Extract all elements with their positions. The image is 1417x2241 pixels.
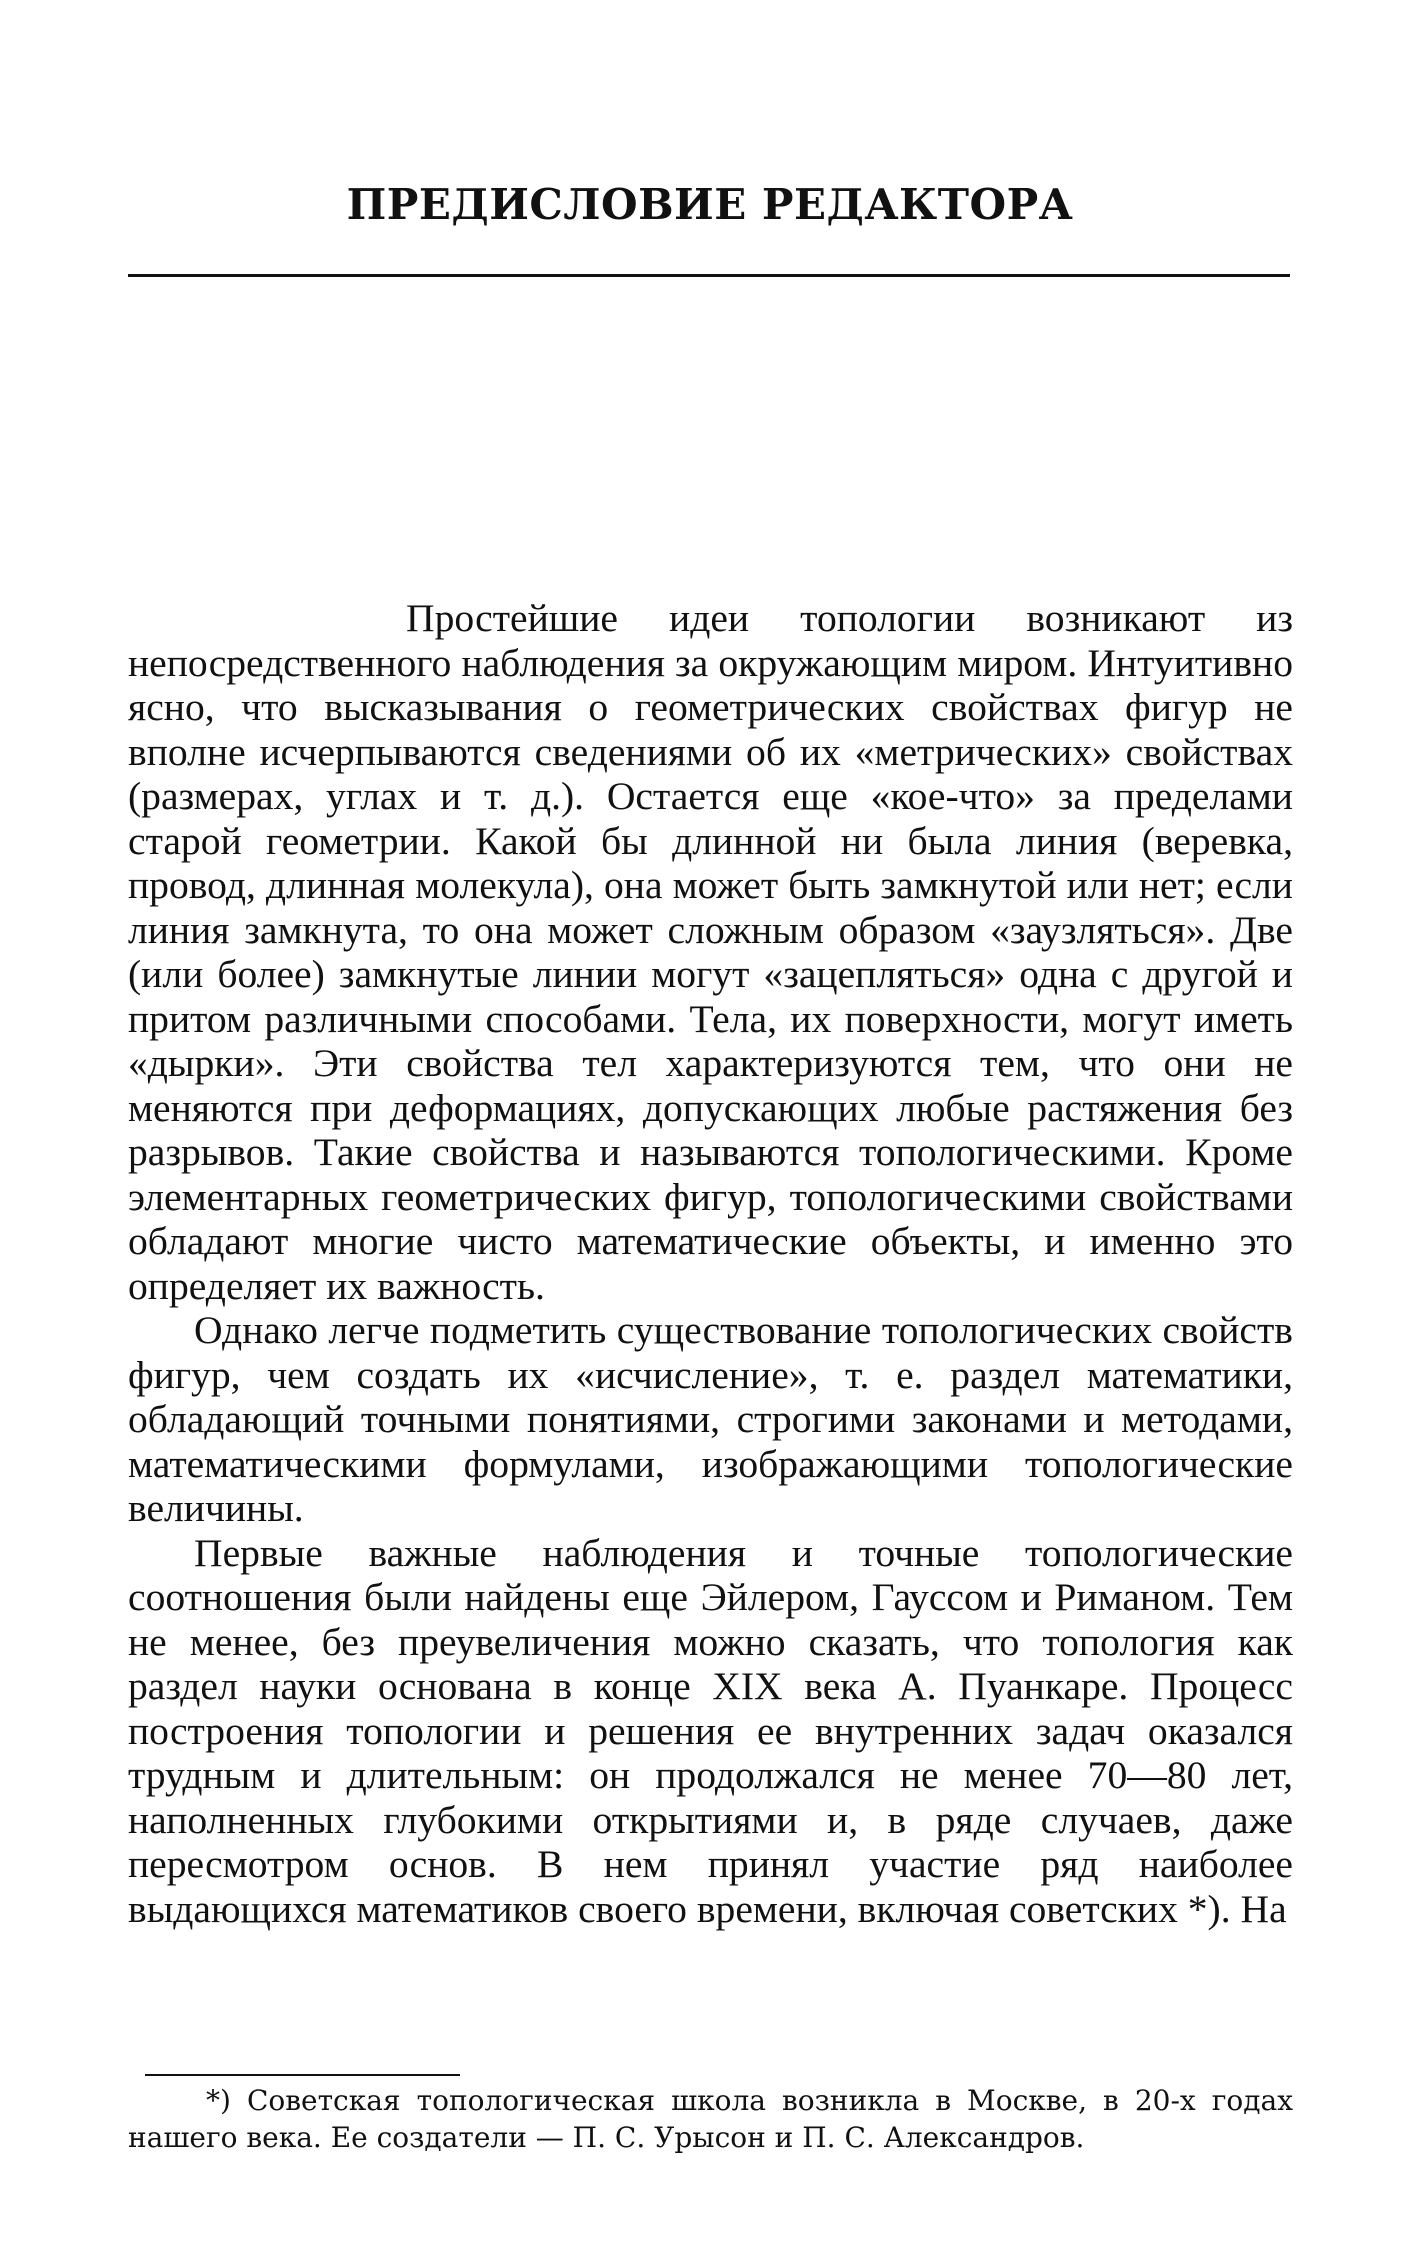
paragraph-3: Первые важные наблюдения и точные топологические соотношения были найдены еще Эйлером, Гауссом и Риманом. Тем не менее, без преувеличения можно сказать, что топология как раздел науки основана в конце XIX века А. Пуанкаре. Процесс построения топологии и решения ее внутренних задач оказался трудным и длительным: он продолжался не менее 70—80 лет, наполненных глубокими открытиями и, в ряде случаев, даже пересмотром основ. В нем принял участие ряд наиболее выдающихся математиков своего времени, включая советских *). На	[128, 1530, 1293, 1931]
footnote-divider	[145, 2074, 460, 2076]
body-text	[128, 596, 1293, 1931]
title-divider	[128, 274, 1290, 277]
paragraph-1: Простейшие идеи топологии возникают из непосредственного наблюдения за окружающим миром. Интуитивно ясно, что высказывания о геометрических свойствах фигур не вполне исчерпываются сведениями об их «метрических» свойствах (размерах, углах и т. д.). Остается еще «кое-что» за пределами старой геометрии. Какой бы длинной ни была линия (веревка, провод, длинная молекула), она может быть замкнутой или нет; если линия замкнута, то она может сложным образом «заузляться». Две (или более) замкнутые линии могут «зацепляться» одна с другой и притом различными способами. Тела, их поверхности, могут иметь «дырки». Эти свойства тел характеризуются тем, что они не меняются при деформациях, допускающих любые растяжения без разрывов. Такие свойства и называются топологическими. Кроме элементарных геометрических фигур, топологическими свойствами обладают многие чисто математические объекты, и именно это определяет их важность.	[128, 596, 1293, 1308]
paragraph-2: Однако легче подметить существование топологических свойств фигур, чем создать их «исчисление», т. е. раздел математики, обладающий точными понятиями, строгими законами и методами, математическими формулами, изображающими топологические величины.	[128, 1308, 1293, 1530]
page-title: ПРЕДИСЛОВИЕ РЕДАКТОРА	[346, 180, 1074, 229]
footnote: *) Советская топологическая школа возникла в Москве, в 20-х годах нашего века. Ее создатели — П. С. Урысон и П. С. Александров.	[128, 2084, 1293, 2154]
